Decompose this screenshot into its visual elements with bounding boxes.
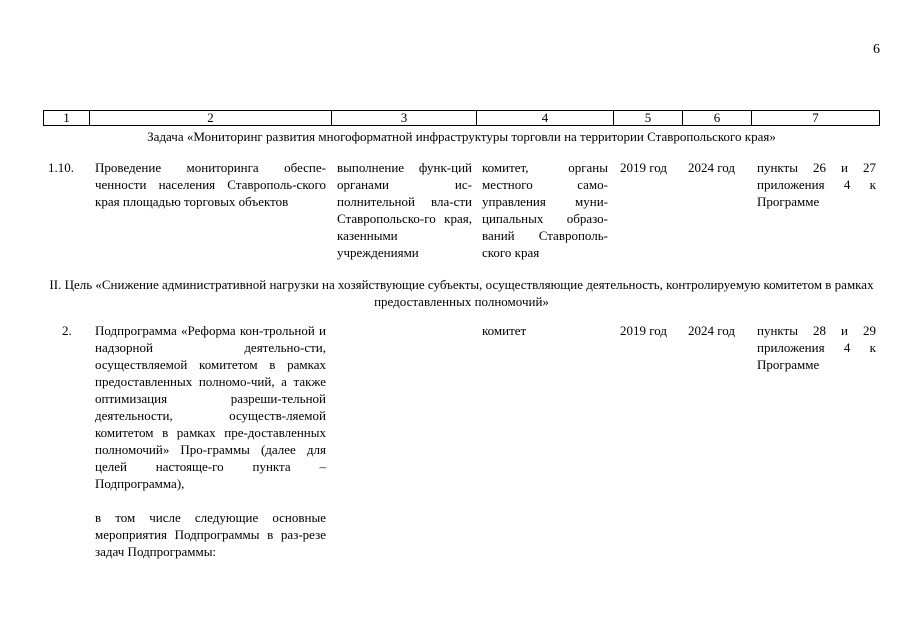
column-header: 5 (613, 111, 682, 125)
responsible-executor: комитет (482, 323, 527, 338)
end-year: 2024 год (688, 323, 735, 338)
measure-name: Проведение мониторинга обеспе-ченности населения Ставрополь-ского края площадью торговых объектов (95, 160, 326, 209)
subprogram-measures-intro: в том числе следующие основные мероприятия Подпрограммы в раз-резе задач Подпрограммы: (95, 510, 326, 559)
column-header: 7 (751, 111, 879, 125)
subprogram-description: Подпрограмма «Реформа кон-трольной и надзорной деятельно-сти, осуществляемой комитетом в рамках предоставленных полномо-чий, а также оптимизация разреши-тельной деятельности, осуществ-ляемой комитетом в рамках пре-доставленных полномочий» Про-граммы (далее для целей настояще-го пункта – Подпрограмма), (95, 323, 326, 491)
indicator-reference: пункты 26 и 27 приложения 4 к Программе (757, 160, 876, 209)
start-year: 2019 год (620, 160, 667, 175)
indicator-reference: пункты 28 и 29 приложения 4 к Программе (757, 323, 876, 372)
row-number: 1.10. (48, 160, 74, 175)
page-number: 6 (873, 42, 880, 57)
column-header: 6 (682, 111, 751, 125)
end-year: 2024 год (688, 160, 735, 175)
task-heading: Задача «Мониторинг развития многоформатной инфраструктуры торговли на территории Ставропольского края» (147, 129, 776, 144)
responsible-executor: комитет, органы местного само-управления муни-ципальных образо-ваний Ставрополь-ского края (482, 160, 608, 260)
measure-type: выполнение функ-ций органами ис-полнительной вла-сти Ставропольско-го края, казенными учреждениями (337, 160, 472, 260)
column-header: 1 (63, 110, 70, 125)
start-year: 2019 год (620, 323, 667, 338)
column-header-row (43, 110, 880, 126)
column-header: 3 (331, 111, 476, 125)
goal-heading: II. Цель «Снижение административной нагрузки на хозяйствующие субъекты, осуществляющие деятельность, контролируемую комитетом в рамках предоставленных полномочий» (49, 277, 874, 309)
subprogram-name (95, 322, 326, 560)
column-header: 4 (476, 111, 613, 125)
row-number: 2. (62, 323, 72, 338)
column-header: 2 (89, 111, 331, 125)
